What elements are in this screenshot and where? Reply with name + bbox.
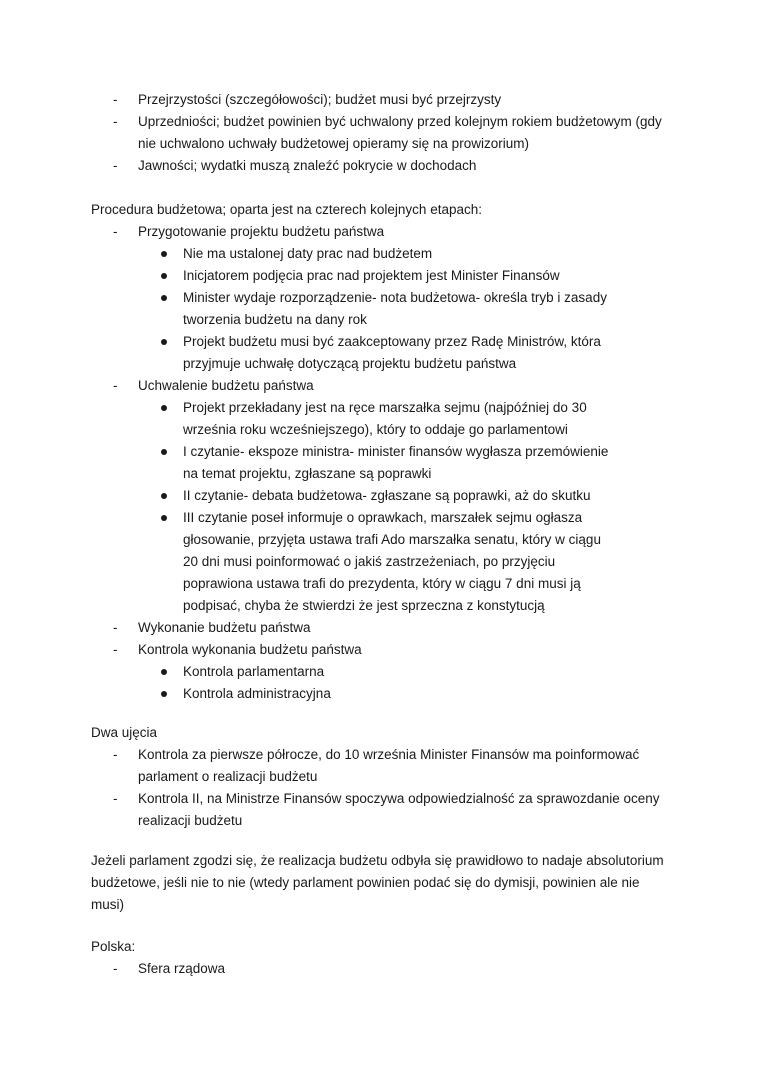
list-item: Projekt przekładany jest na ręce marszałka sejmu (najpóźniej do 30 września roku wcześniejszego), który to oddaje go parlamentowi xyxy=(136,397,616,441)
list-item: III czytanie poseł informuje o oprawkach, marszałek sejmu ogłasza głosowanie, przyjęta ustawa trafi Ado marszałka senatu, który w ciągu 20 dni musi poinformować o jakiś zastrzeżeniach, po przyjęciu poprawiona ustawa trafi do prezydenta, który w ciągu 7 dni musi ją podpisać, chyba że stwierdzi że jest sprzeczna z konstytucją xyxy=(136,507,616,617)
list-item: - Sfera rządowa xyxy=(91,958,671,980)
stage-item: - Wykonanie budżetu państwa xyxy=(91,617,671,639)
dash-marker: - xyxy=(113,791,118,806)
dash-marker: - xyxy=(113,158,118,173)
absolutorium-paragraph: Jeżeli parlament zgodzi się, że realizacja budżetu odbyła się prawidłowo to nadaje absolutorium budżetowe, jeśli nie to nie (wtedy parlament powinien podać się do dymisji, powinien ale nie musi) xyxy=(91,853,664,912)
list-item: Inicjatorem podjęcia prac nad projektem jest Minister Finansów xyxy=(136,265,616,287)
dash-marker: - xyxy=(113,92,118,107)
list-item: - Uprzedniości; budżet powinien być uchwalony przed kolejnym rokiem budżetowym (gdy nie uchwalono uchwały budżetowej opieramy się na prowizorium) xyxy=(91,111,671,155)
list-item: II czytanie- debata budżetowa- zgłaszane są poprawki, aż do skutku xyxy=(136,485,616,507)
list-item: - Jawności; wydatki muszą znaleźć pokrycie w dochodach xyxy=(91,155,671,177)
list-item: I czytanie- ekspoze ministra- minister finansów wygłasza przemówienie na temat projektu, zgłaszane są poprawki xyxy=(136,441,616,485)
bullet-marker xyxy=(161,515,167,521)
list-item: - Kontrola II, na Ministrze Finansów spoczywa odpowiedzialność za sprawozdanie oceny realizacji budżetu xyxy=(91,788,671,832)
list-item: Minister wydaje rozporządzenie- nota budżetowa- określa tryb i zasady tworzenia budżetu na dany rok xyxy=(136,287,616,331)
procedure-stages xyxy=(91,221,671,705)
bullet-marker xyxy=(161,339,167,345)
stage-bullets xyxy=(136,397,616,617)
dash-marker: - xyxy=(113,224,118,239)
stage-item: - Uchwalenie budżetu państwa xyxy=(91,375,671,397)
list-item: Nie ma ustalonej daty prac nad budżetem xyxy=(136,243,616,265)
dash-marker: - xyxy=(113,620,118,635)
dash-marker: - xyxy=(113,114,118,129)
stage-bullets xyxy=(136,661,616,705)
dash-marker: - xyxy=(113,961,118,976)
poland-list xyxy=(91,958,671,980)
bullet-marker xyxy=(161,251,167,257)
stage-item: - Kontrola wykonania budżetu państwa xyxy=(91,639,671,661)
list-item: Projekt budżetu musi być zaakceptowany przez Radę Ministrów, która przyjmuje uchwałę dotyczącą projektu budżetu państwa xyxy=(136,331,616,375)
list-item: - Kontrola za pierwsze półrocze, do 10 września Minister Finansów ma poinformować parlament o realizacji budżetu xyxy=(91,744,671,788)
principles-list xyxy=(91,89,671,177)
stage-bullets xyxy=(136,243,616,375)
stage-item: - Przygotowanie projektu budżetu państwa xyxy=(91,221,671,243)
bullet-marker xyxy=(161,273,167,279)
poland-heading: Polska: xyxy=(91,939,136,954)
dash-marker: - xyxy=(113,378,118,393)
bullet-marker xyxy=(161,405,167,411)
bullet-marker xyxy=(161,493,167,499)
bullet-marker xyxy=(161,449,167,455)
bullet-marker xyxy=(161,669,167,675)
approaches-list xyxy=(91,744,671,832)
list-item: - Przejrzystości (szczegółowości); budżet musi być przejrzysty xyxy=(91,89,671,111)
dash-marker: - xyxy=(113,642,118,657)
procedure-heading: Procedura budżetowa; oparta jest na czterech kolejnych etapach: xyxy=(91,202,482,217)
dash-marker: - xyxy=(113,747,118,762)
bullet-marker xyxy=(161,691,167,697)
list-item: Kontrola parlamentarna xyxy=(136,661,616,683)
bullet-marker xyxy=(161,295,167,301)
approaches-heading: Dwa ujęcia xyxy=(91,725,158,740)
list-item: Kontrola administracyjna xyxy=(136,683,616,705)
